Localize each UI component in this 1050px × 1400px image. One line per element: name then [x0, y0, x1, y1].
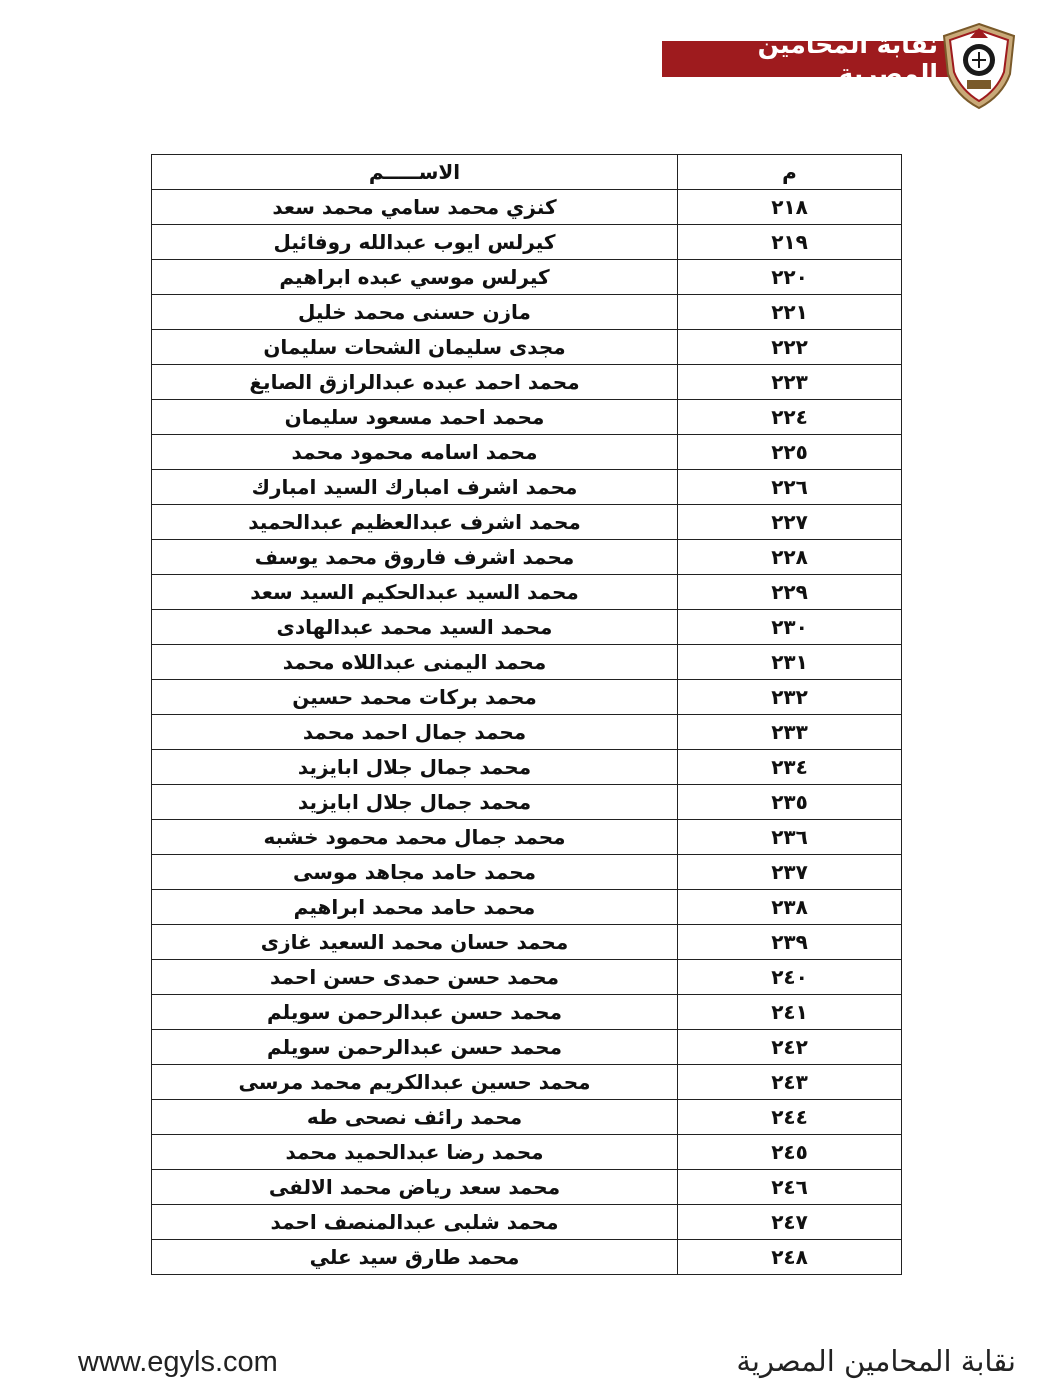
row-number: ٢٤١: [678, 995, 902, 1030]
row-number: ٢٣٦: [678, 820, 902, 855]
row-name: محمد رائف نصحى طه: [152, 1100, 678, 1135]
row-name: محمد شلبى عبدالمنصف احمد: [152, 1205, 678, 1240]
column-header-name: الاســـــم: [152, 155, 678, 190]
row-name: مجدى سليمان الشحات سليمان: [152, 330, 678, 365]
row-name: محمد حسان محمد السعيد غازى: [152, 925, 678, 960]
table-row: [152, 785, 902, 820]
table-row: [152, 295, 902, 330]
row-name: كيرلس موسي عبده ابراهيم: [152, 260, 678, 295]
table-row: [152, 855, 902, 890]
row-name: محمد احمد مسعود سليمان: [152, 400, 678, 435]
table-row: [152, 190, 902, 225]
table-row: [152, 1170, 902, 1205]
row-number: ٢٢٩: [678, 575, 902, 610]
row-number: ٢٤٤: [678, 1100, 902, 1135]
row-name: محمد اشرف فاروق محمد يوسف: [152, 540, 678, 575]
row-name: محمد حسين عبدالكريم محمد مرسى: [152, 1065, 678, 1100]
row-name: محمد سعد رياض محمد الالفى: [152, 1170, 678, 1205]
row-number: ٢٤٦: [678, 1170, 902, 1205]
row-name: محمد حامد مجاهد موسى: [152, 855, 678, 890]
row-number: ٢٢٤: [678, 400, 902, 435]
row-name: محمد جمال جلال ابايزيد: [152, 785, 678, 820]
row-name: محمد جمال احمد محمد: [152, 715, 678, 750]
row-number: ٢٢٦: [678, 470, 902, 505]
footer-website-url: www.egyls.com: [78, 1346, 278, 1378]
table-row: [152, 470, 902, 505]
table-header-row: [152, 155, 902, 190]
table-row: [152, 225, 902, 260]
table-row: [152, 610, 902, 645]
row-number: ٢٣٧: [678, 855, 902, 890]
table-row: [152, 260, 902, 295]
row-number: ٢٤٧: [678, 1205, 902, 1240]
row-name: محمد اليمنى عبداللاه محمد: [152, 645, 678, 680]
row-name: محمد السيد عبدالحكيم السيد سعد: [152, 575, 678, 610]
row-name: محمد بركات محمد حسين: [152, 680, 678, 715]
row-number: ٢٤٢: [678, 1030, 902, 1065]
table-row: [152, 680, 902, 715]
row-number: ٢٢٣: [678, 365, 902, 400]
table-row: [152, 365, 902, 400]
table-row: [152, 1240, 902, 1275]
table-row: [152, 435, 902, 470]
row-number: ٢١٩: [678, 225, 902, 260]
row-name: محمد اشرف امبارك السيد امبارك: [152, 470, 678, 505]
row-number: ٢٢٥: [678, 435, 902, 470]
row-number: ٢٣٩: [678, 925, 902, 960]
table-row: [152, 1100, 902, 1135]
header-org-band: [662, 30, 956, 88]
syndicate-logo-icon: [940, 22, 1018, 110]
table-row: [152, 505, 902, 540]
row-number: ٢٢٨: [678, 540, 902, 575]
row-name: محمد اشرف عبدالعظيم عبدالحميد: [152, 505, 678, 540]
column-header-number: م: [678, 155, 902, 190]
row-number: ٢٤٠: [678, 960, 902, 995]
table-row: [152, 750, 902, 785]
table-row: [152, 400, 902, 435]
row-number: ٢٣٠: [678, 610, 902, 645]
header-org-name: نقابة المحامين المصرية: [757, 30, 938, 88]
row-number: ٢٣١: [678, 645, 902, 680]
row-number: ٢٣٣: [678, 715, 902, 750]
row-number: ٢٤٥: [678, 1135, 902, 1170]
row-number: ٢٤٣: [678, 1065, 902, 1100]
table-row: [152, 540, 902, 575]
row-name: محمد السيد محمد عبدالهادى: [152, 610, 678, 645]
row-number: ٢٣٨: [678, 890, 902, 925]
row-name: محمد رضا عبدالحميد محمد: [152, 1135, 678, 1170]
row-name: محمد حسن حمدى حسن احمد: [152, 960, 678, 995]
row-name: محمد حسن عبدالرحمن سويلم: [152, 1030, 678, 1065]
row-number: ٢٢٢: [678, 330, 902, 365]
row-name: محمد اسامه محمود محمد: [152, 435, 678, 470]
table-row: [152, 960, 902, 995]
footer-org-name: نقابة المحامين المصرية: [736, 1344, 1016, 1378]
table-row: [152, 1205, 902, 1240]
row-name: محمد حسن عبدالرحمن سويلم: [152, 995, 678, 1030]
row-number: ٢٢٠: [678, 260, 902, 295]
row-number: ٢٣٤: [678, 750, 902, 785]
row-name: محمد طارق سيد علي: [152, 1240, 678, 1275]
row-name: محمد احمد عبده عبدالرازق الصايغ: [152, 365, 678, 400]
row-number: ٢٣٢: [678, 680, 902, 715]
table-row: [152, 925, 902, 960]
row-number: ٢٢٧: [678, 505, 902, 540]
table-row: [152, 1135, 902, 1170]
row-name: محمد جمال جلال ابايزيد: [152, 750, 678, 785]
table-row: [152, 890, 902, 925]
table-row: [152, 995, 902, 1030]
members-table: [151, 154, 902, 1275]
table-row: [152, 330, 902, 365]
row-name: كنزي محمد سامي محمد سعد: [152, 190, 678, 225]
row-name: محمد جمال محمد محمود خشبه: [152, 820, 678, 855]
row-name: محمد حامد محمد ابراهيم: [152, 890, 678, 925]
table-row: [152, 645, 902, 680]
row-name: كيرلس ايوب عبدالله روفائيل: [152, 225, 678, 260]
row-number: ٢١٨: [678, 190, 902, 225]
row-number: ٢٢١: [678, 295, 902, 330]
row-number: ٢٣٥: [678, 785, 902, 820]
row-number: ٢٤٨: [678, 1240, 902, 1275]
table-row: [152, 1065, 902, 1100]
table-row: [152, 715, 902, 750]
table-row: [152, 575, 902, 610]
table-row: [152, 820, 902, 855]
table-row: [152, 1030, 902, 1065]
row-name: مازن حسنى محمد خليل: [152, 295, 678, 330]
